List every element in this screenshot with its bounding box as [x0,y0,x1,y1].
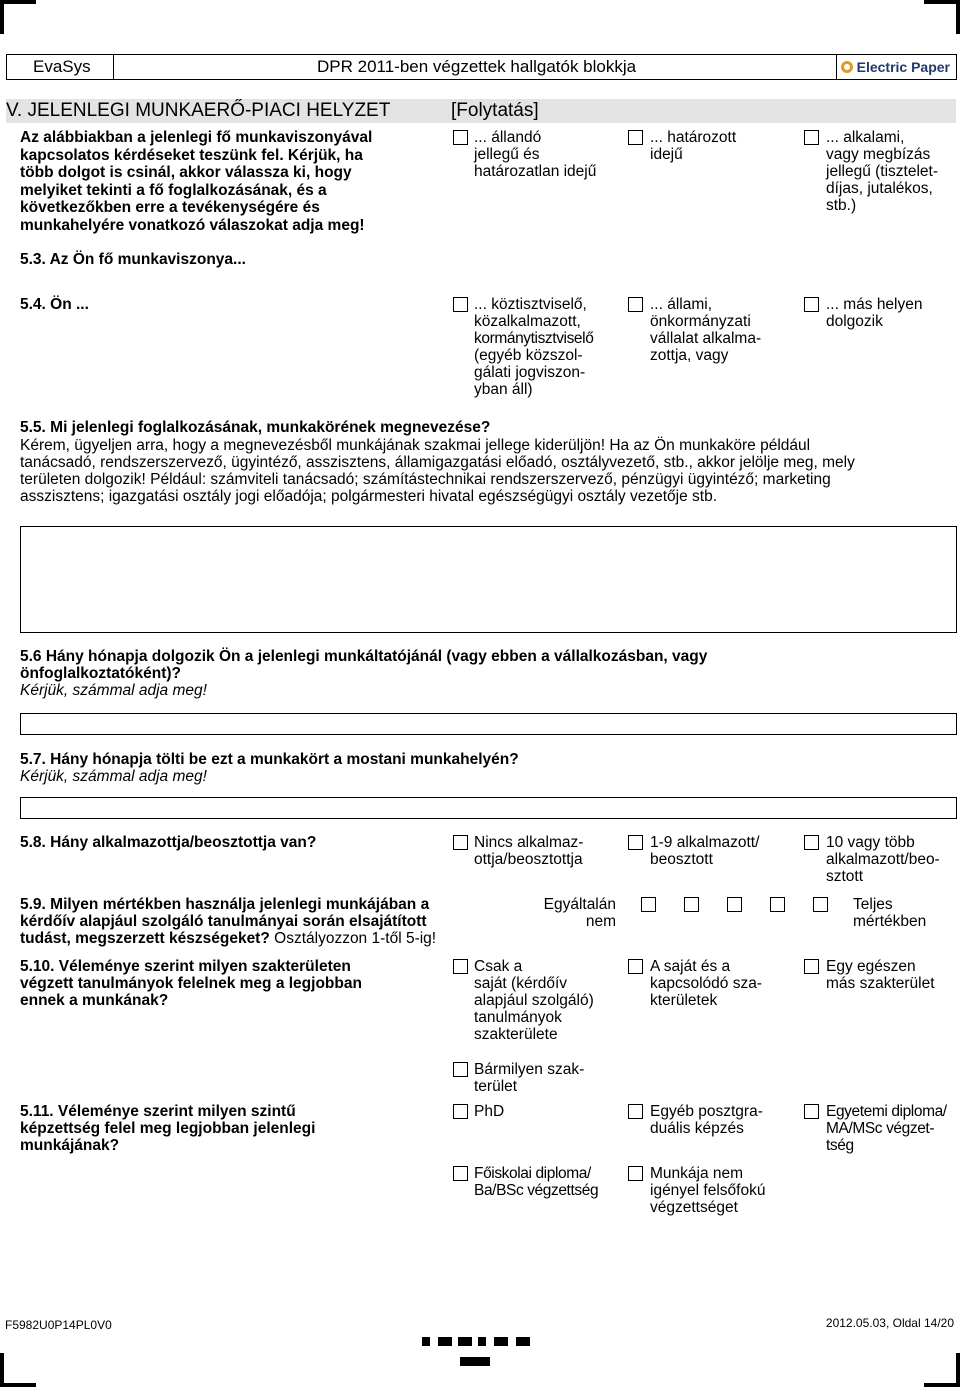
intro-text: Az alábbiakban a jelenlegi fő munkaviszonyával kapcsolatos kérdéseket teszünk fel. Kérjük, ha több dolgot is csinál, akkor válassza ki, hogy melyiket tekinti a fő foglalkozásának, és a következőkben erre a tevékenységére és munkahelyére vonatkozó válaszokat adja meg! [20,129,373,234]
q58-option-1-9-checkbox[interactable] [628,835,643,850]
section-title-bar [6,99,956,123]
q59-scale-right-anchor: Teljes mértékben [853,896,927,930]
q511-option-no-degree-checkbox[interactable] [628,1166,643,1181]
q511-option-phd-checkbox[interactable] [453,1104,468,1119]
header-divider [836,55,837,79]
question-5-11-label: 5.11. Véleménye szerint milyen szintű képzettség felel meg legjobban jelenlegi munkájának? [20,1103,316,1154]
footer-date-page: 2012.05.03, Oldal 14/20 [825,1316,954,1330]
q510-option-related-label: A saját és a kapcsolódó sza- kterületek [650,958,763,1009]
q58-option-1-9-label: 1-9 alkalmazott/ beosztott [650,834,760,868]
q511-option-university-checkbox[interactable] [804,1104,819,1119]
q511-option-college-label: Főiskolai diploma/ Ba/BSc végzettség [474,1165,599,1199]
q54-option-elsewhere-checkbox[interactable] [804,297,819,312]
q55-answer-box[interactable] [20,526,957,633]
header-divider [113,55,114,79]
q511-option-no-degree-label: Munkája nem igényel felsőfokú végzettséget [650,1165,766,1216]
q510-option-related-checkbox[interactable] [628,959,643,974]
q58-option-none-checkbox[interactable] [453,835,468,850]
question-5-6-hint: Kérjük, számmal adja meg! [20,682,207,699]
q510-option-any-checkbox[interactable] [453,1062,468,1077]
q511-option-phd-label: PhD [474,1103,505,1120]
question-5-3-label: 5.3. Az Ön fő munkaviszonya... [20,251,246,268]
q510-option-own-field-checkbox[interactable] [453,959,468,974]
intro-option-fixed-term-label: ... határozott idejű [650,129,737,163]
q54-option-state-company-label: ... állami, önkormányzati vállalat alkalma- zottja, vagy [650,296,762,364]
question-5-7-hint: Kérjük, számmal adja meg! [20,768,207,785]
section-continued: [Folytatás] [451,100,539,121]
q59-scale-5-checkbox[interactable] [813,897,828,912]
q511-option-university-label: Egyetemi diploma/ MA/MSc végzet- tség [826,1103,947,1154]
q59-scale-left-anchor: Egyáltalán nem [543,896,616,930]
q511-option-postgraduate-label: Egyéb posztgra- duális képzés [650,1103,763,1137]
q59-scale-3-checkbox[interactable] [727,897,742,912]
q510-option-different-label: Egy egészen más szakterület [826,958,935,992]
q58-option-10-plus-label: 10 vagy több alkalmazott/beo- sztott [826,834,940,885]
intro-option-occasional-checkbox[interactable] [804,130,819,145]
barcode [420,1335,540,1375]
intro-option-occasional-label: ... alkalami, vagy megbízás jellegű (tisztelet- díjas, jutalékos, stb.) [826,129,938,214]
q510-option-any-label: Bármilyen szak- terület [474,1061,585,1095]
question-5-9-label: 5.9. Milyen mértékben használja jelenlegi munkájában a kérdőív alapjául szolgáló tanulmányai során elsajátított tudást, megszerzett készségeket? Osztályozzon 1-től 5-ig! [20,896,437,947]
section-title: V. JELENLEGI MUNKAERŐ-PIACI HELYZET [6,100,391,121]
q59-scale-1-checkbox[interactable] [641,897,656,912]
q510-option-different-checkbox[interactable] [804,959,819,974]
q54-option-civil-servant-checkbox[interactable] [453,297,468,312]
question-5-10-label: 5.10. Véleménye szerint milyen szakterületen végzett tanulmányok felelnek meg a legjobban ennek a munkának? [20,958,362,1009]
corner-mark-bottom-right [924,1353,960,1387]
corner-mark-bottom-left [0,1353,36,1387]
question-5-8-label: 5.8. Hány alkalmazottja/beosztottja van? [20,834,317,851]
intro-option-permanent-checkbox[interactable] [453,130,468,145]
q59-scale-4-checkbox[interactable] [770,897,785,912]
intro-option-permanent-label: ... állandó jellegű és határozatlan idejű [474,129,597,180]
header-title: DPR 2011-ben végzettek hallgatók blokkja [317,57,637,76]
footer-form-code: F5982U0P14PL0V0 [5,1318,112,1332]
q511-option-college-checkbox[interactable] [453,1166,468,1181]
corner-mark-top-left [0,0,36,34]
question-5-6-label: 5.6 Hány hónapja dolgozik Ön a jelenlegi munkáltatójánál (vagy ebben a vállalkozásban, vagy önfoglalkoztatóként)? [20,648,708,682]
question-5-5-help: Kérem, ügyeljen arra, hogy a megnevezésből munkájának szakmai jellege kiderüljön! Ha az Ön munkaköre például tanácsadó, rendszerszervező, ügyintéző, asszisztens, államigazgatási előadó, osztályvezető, stb., akkor jelölje meg, mely területen dolgozik! Például: számviteli tanácsadó; számítástechnikai rendszerszervező, pénzügyi ügyintéző; marketing asszisztens; igazgatási osztály jogi előadója; polgármesteri hivatal egészségügyi osztály vezetője stb. [20,437,855,505]
question-5-4-label: 5.4. Ön ... [20,296,89,313]
q56-answer-box[interactable] [20,713,957,735]
q57-answer-box[interactable] [20,797,957,819]
q54-option-state-company-checkbox[interactable] [628,297,643,312]
intro-option-fixed-term-checkbox[interactable] [628,130,643,145]
q54-option-civil-servant-label: ... köztisztviselő, közalkalmazott, kormánytisztviselő (egyéb közszol- gálati jogviszon- yban áll) [474,296,594,398]
question-5-7-label: 5.7. Hány hónapja tölti be ezt a munkakört a mostani munkahelyén? [20,751,519,768]
logo-icon [841,61,853,73]
corner-mark-top-right [924,0,960,34]
q58-option-10-plus-checkbox[interactable] [804,835,819,850]
electric-paper-logo: Electric Paper [841,58,950,76]
question-5-5-label: 5.5. Mi jelenlegi foglalkozásának, munkakörének megnevezése? [20,419,491,436]
q54-option-elsewhere-label: ... más helyen dolgozik [826,296,923,330]
q59-scale-2-checkbox[interactable] [684,897,699,912]
header-app-name: EvaSys [33,57,91,76]
q58-option-none-label: Nincs alkalmaz- ottja/beosztottja [474,834,584,868]
page-header [6,54,957,80]
q511-option-postgraduate-checkbox[interactable] [628,1104,643,1119]
q510-option-own-field-label: Csak a saját (kérdőív alapjául szolgáló) tanulmányok szakterülete [474,958,594,1043]
